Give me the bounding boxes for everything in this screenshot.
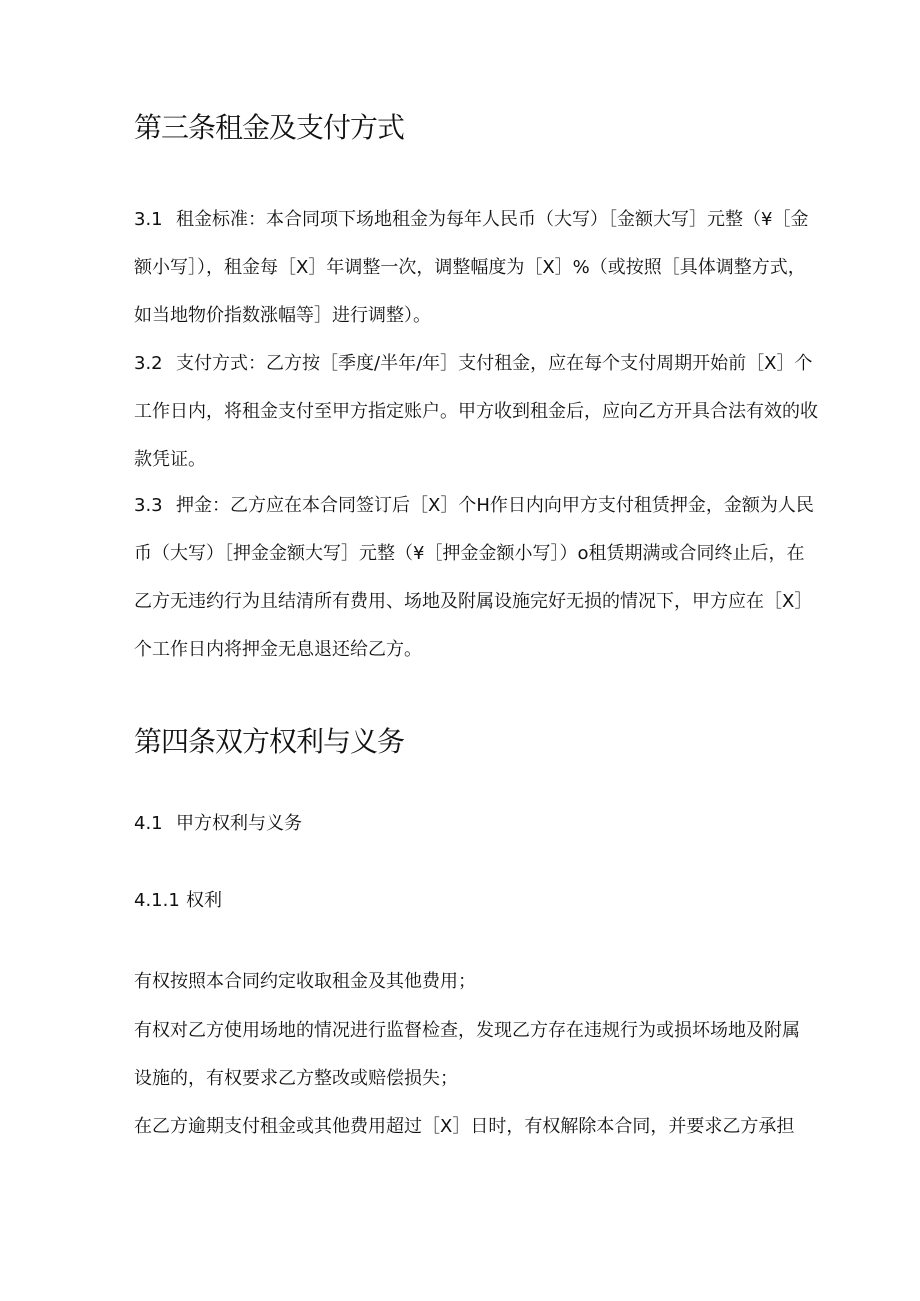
clause-3-1-line-3: 如当地物价指数涨幅等］进行调整）。 bbox=[134, 305, 431, 326]
clause-3-2-line-3: 款凭证。 bbox=[134, 449, 206, 470]
section-3-heading: 第三条租金及支付方式 bbox=[134, 111, 405, 144]
subsection-4-1-number: 4.1 bbox=[134, 813, 163, 834]
clause-3-3-line-1 bbox=[134, 494, 814, 518]
section-4-heading: 第四条双方权利与义务 bbox=[134, 725, 405, 758]
clause-3-3-line-4: 个工作日内将押金无息退还给乙方。 bbox=[134, 639, 422, 660]
clause-3-3-line-2: 币（大写）［押金金额大写］元整（¥［押金金额小写］）o租赁期满或合同终止后，在 bbox=[134, 543, 805, 564]
clause-3-1-line-1 bbox=[134, 208, 809, 232]
clause-3-2-line-2: 工作日内，将租金支付至甲方指定账户。甲方收到租金后，应向乙方开具合法有效的收 bbox=[134, 401, 818, 422]
right-item-2-line-2: 设施的，有权要求乙方整改或赔偿损失； bbox=[134, 1068, 458, 1089]
subsection-4-1-1-number: 4.1.1 bbox=[134, 890, 180, 911]
clause-3-1-line-2: 额小写］），租金每［X］年调整一次，调整幅度为［X］%（或按照［具体调整方式， bbox=[134, 257, 806, 278]
right-item-1: 有权按照本合同约定收取租金及其他费用； bbox=[134, 971, 476, 992]
clause-3-3-number: 3.3 bbox=[134, 495, 163, 516]
subsection-4-1-1-title: 权利 bbox=[186, 890, 222, 911]
subsection-4-1 bbox=[134, 812, 302, 836]
clause-3-2-number: 3.2 bbox=[134, 353, 163, 374]
clause-3-3-line-3: 乙方无违约行为且结清所有费用、场地及附属设施完好无损的情况下，甲方应在［X］ bbox=[134, 591, 813, 612]
right-item-2-line-1: 有权对乙方使用场地的情况进行监督检查，发现乙方存在违规行为或损坏场地及附属 bbox=[134, 1020, 800, 1041]
subsection-4-1-1 bbox=[134, 889, 222, 913]
clause-3-3-text-1: 押金：乙方应在本合同签订后［X］个H作日内向甲方支付租赁押金，金额为人民 bbox=[176, 495, 814, 516]
subsection-4-1-title: 甲方权利与义务 bbox=[176, 813, 302, 834]
clause-3-2-line-1 bbox=[134, 352, 813, 376]
clause-3-1-number: 3.1 bbox=[134, 209, 163, 230]
clause-3-1-text-1: 租金标准：本合同项下场地租金为每年人民币（大写）［金额大写］元整（¥［金 bbox=[176, 209, 809, 230]
clause-3-2-text-1: 支付方式：乙方按［季度/半年/年］支付租金，应在每个支付周期开始前［X］个 bbox=[176, 353, 813, 374]
right-item-3-line-1: 在乙方逾期支付租金或其他费用超过［X］日时，有权解除本合同，并要求乙方承担 bbox=[134, 1116, 795, 1137]
